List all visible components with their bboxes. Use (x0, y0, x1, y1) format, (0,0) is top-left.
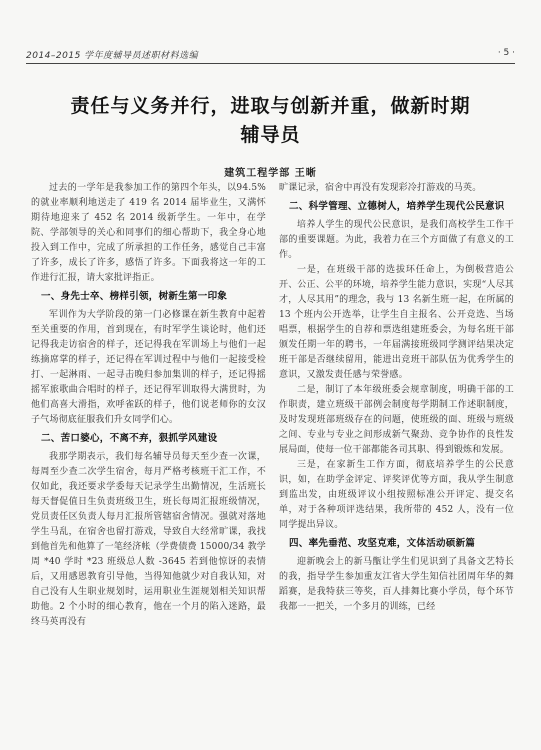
right-column (279, 181, 514, 615)
article-title-line-1: 责任与义务并行，进取与创新并重，做新时期 (70, 95, 471, 117)
section-heading: 一、身先士卒、榜样引领，树新生第一印象 (41, 291, 228, 302)
body-paragraph: 过去的一学年是我参加工作的第四个年头，以94.5% 的就业率顺利地送走了 419 名 2014 届毕业生，又满怀期待地迎来了 452 名 2014 级新学生。一年中，在学院、学部领导的关心和同事们的细心帮助下，我全身心地投入到工作中，完成了所承担的工作任务，感觉自己丰富了许多，成长了许多，感悟了许多。下面我将这一年的工作进行汇报，请大家批评指正。 (31, 183, 266, 283)
body-paragraph: 军训作为大学阶段的第一门必修课在新生教育中起着至关重要的作用，首到现在，有时军学生谈论时，他们还记得我走访宿舍的样子，还记得我在军训场上与他们一起练摘席掌的样子，还记得在军训过程中与他们一起接受检打、一起淋雨、一起寻击晚归参加集训的样子，还记得摇摇军旅歌曲合唱时的样子，还记得军训取得大满贯时，为他们高喜大滑指，欢呼雀跃的样子，他们说老师你的女汉子气场彻底征服我们升女同学们心。 (31, 310, 266, 425)
body-paragraph: 三是，在家新生工作方面，彻底培养学生的公民意识，如，在助学金评定、评奖评优等方面，我从学生制意到监出发，由班级评议小组按照标准公开评定、提交名单，对于各种项评选结果，我所带的 452 人，没有一位同学提出异议。 (279, 460, 514, 530)
body-paragraph: 迎新晚会上的新马甑让学生们见识到了具备文艺特长的我，指导学生参加重友江省大学生知信社团周年华的舞蹈赛，是我特获三等奖，百人排舞比赛小学员，每个环节我都一一把关，一个多月的训练，已经 (279, 557, 514, 612)
author-line: 建筑工程学部 王晰 (224, 168, 317, 179)
body-paragraph: 培养人学生的现代公民意识，是我们高校学生工作干部的重要课题。为此，我着力在三个方面做了有意义的工作。 (279, 220, 514, 260)
article-title-line-2: 辅导员 (240, 124, 301, 146)
section-heading: 四、率先垂范、攻坚克难，文体活动硕新篇 (289, 538, 476, 549)
left-column (31, 181, 266, 630)
article-title (26, 92, 515, 150)
header-title: 2014–2015 学年度辅导员述职材料选编 (26, 51, 199, 61)
running-header (26, 48, 515, 62)
section-heading: 二、科学管理、立德树人，培养学生现代公民意识 (289, 201, 505, 212)
body-paragraph: 一是，在班级干部的选拔环任命上，为倒极营造公开、公正、公平的环境，培养学生能力意识，实现“人尽其才，人尽其用”的理念，我与 13 名新生班一起，在所属的 13 个班内公开选举，让学生自主报名、公开竞选、当场唱票，根据学生的自荐和票选组建班委会，为每名班干部颁发任期一年的聘书，一年届满接班级同学测评结果决定班干部是否继续留用，能进出竞班干部队伍为优秀学生的意识，又激发责任感与荣誉感。 (279, 265, 514, 380)
body-paragraph: 旷课记录，宿舍中再没有发现彩冷打游戏的马英。 (279, 183, 482, 193)
body-paragraph: 我那学期表示，我们每名辅导员每天至少查一次课，每周至少查二次学生宿舍，每月严格考核班干汇工作，不仅如此，我还要求学委每天记录学生出勤情况，生活班长每天督促值日生负责班级卫生，班长每周汇报班级情况，党员责任区负责人每月汇报所管辖宿舍情况。强就对落地学生马乱，在宿舍也留打游戏，导致自大经常旷课，我找到他首先和他算了一笔经济帐（学费债费 15000/34 教学周 *40 学时 *23 班级总人数 -3645 若到他惊讶的表情后，又用感恩教育引导他，当得知他就少对自我认知，对自己没有人生职业规划时，运用职业生涯规划相关知识帮助他。2 个小时的细心教育，他在一个月的陷入迷路，最终马英再没有 (31, 452, 266, 627)
page-number: · 5 · (497, 48, 515, 58)
body-paragraph: 二是，制订了本年级班委会规章制度，明确干部的工作职责，建立班级干部例会制度每学期制工作述职制度，及时发现班部班级存在的问题，使班级的面、班级与班级之间、专业与专业之间形成新气聚劲、竞争协作的良性发展局面，使每一位干部都能各司其职、得到锻炼和发展。 (279, 385, 514, 455)
section-heading: 二、苦口婆心，不离不弃，狠抓学风建设 (41, 433, 218, 444)
header-rule (26, 63, 515, 64)
